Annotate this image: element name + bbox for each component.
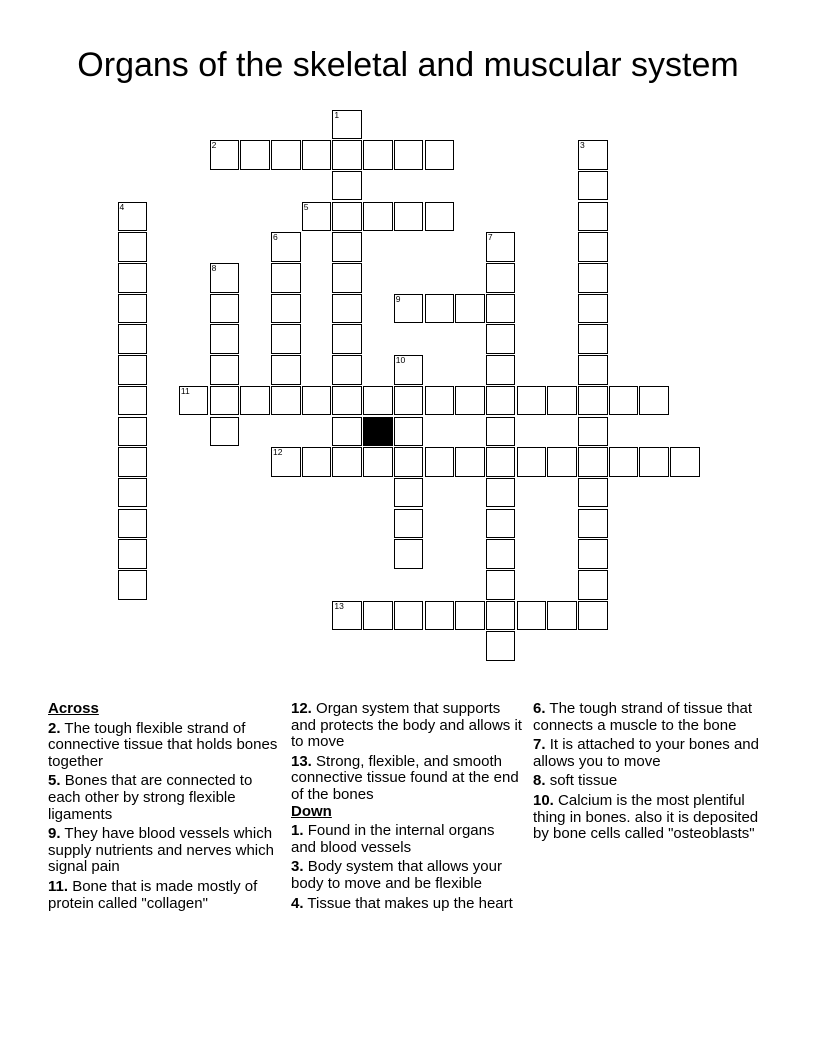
clue-text: The tough strand of tissue that connects a muscle to the bone	[533, 700, 753, 734]
clue-text: Body system that allows your body to move and be flexible	[291, 858, 502, 892]
crossword-cell[interactable]	[578, 140, 608, 170]
crossword-cell[interactable]	[425, 601, 455, 631]
crossword-cell[interactable]	[302, 202, 332, 232]
crossword-cell[interactable]	[425, 202, 455, 232]
crossword-cell[interactable]	[578, 570, 608, 600]
blocked-cell	[363, 417, 393, 447]
crossword-cell[interactable]	[455, 447, 485, 477]
crossword-cell[interactable]	[425, 140, 455, 170]
crossword-cell[interactable]	[363, 601, 393, 631]
crossword-cell[interactable]	[332, 447, 362, 477]
crossword-cell[interactable]	[517, 447, 547, 477]
clue-column-1	[48, 701, 280, 912]
crossword-cell[interactable]	[578, 447, 608, 477]
crossword-cell[interactable]	[486, 355, 516, 385]
crossword-cell[interactable]	[118, 232, 148, 262]
crossword-cell[interactable]	[332, 202, 362, 232]
crossword-cell[interactable]	[425, 294, 455, 324]
clue-number: 13.	[291, 752, 312, 770]
crossword-cell[interactable]	[332, 171, 362, 201]
cell-number: 2	[211, 140, 217, 151]
crossword-cell[interactable]	[486, 294, 516, 324]
crossword-cell[interactable]	[210, 140, 240, 170]
cell-number: 3	[580, 140, 585, 151]
crossword-cell[interactable]	[578, 539, 608, 569]
crossword-cell[interactable]	[455, 386, 485, 416]
clue-number: 11.	[48, 877, 69, 895]
cell-number: 13	[334, 600, 344, 611]
clue-text: The tough flexible strand of connective tissue that holds bones together	[48, 719, 278, 770]
crossword-cell[interactable]	[332, 110, 362, 140]
down-clue-3	[291, 859, 523, 892]
crossword-cell[interactable]	[394, 386, 424, 416]
clue-number: 4.	[291, 894, 304, 912]
down-clue-6	[533, 701, 773, 734]
cell-number: 11	[180, 385, 190, 396]
clue-number: 8.	[533, 772, 546, 790]
crossword-cell[interactable]	[670, 447, 700, 477]
crossword-cell[interactable]	[394, 539, 424, 569]
crossword-cell[interactable]	[210, 355, 240, 385]
crossword-cell[interactable]	[210, 324, 240, 354]
crossword-cell[interactable]	[332, 140, 362, 170]
crossword-cell[interactable]	[486, 386, 516, 416]
crossword-cell[interactable]	[578, 478, 608, 508]
crossword-cell[interactable]	[363, 140, 393, 170]
crossword-cell[interactable]	[118, 202, 148, 232]
crossword-cell[interactable]	[425, 447, 455, 477]
crossword-cell[interactable]	[578, 202, 608, 232]
crossword-cell[interactable]	[609, 447, 639, 477]
clue-text: Strong, flexible, and smooth connective tissue found at the end of the bones	[291, 752, 519, 803]
clue-number: 12.	[291, 700, 312, 717]
clue-text: It is attached to your bones and allows you to move	[533, 736, 759, 770]
clue-column-3	[533, 701, 773, 843]
crossword-cell[interactable]	[578, 171, 608, 201]
crossword-cell[interactable]	[486, 509, 516, 539]
crossword-cell[interactable]	[302, 140, 332, 170]
down-heading: Down	[291, 802, 332, 820]
crossword-cell[interactable]	[210, 294, 240, 324]
crossword-cell[interactable]	[394, 478, 424, 508]
crossword-cell[interactable]	[332, 263, 362, 293]
crossword-cell[interactable]	[271, 386, 301, 416]
cell-number: 1	[334, 109, 340, 120]
crossword-cell[interactable]	[210, 417, 240, 447]
crossword-cell[interactable]	[578, 417, 608, 447]
crossword-cell[interactable]	[332, 386, 362, 416]
clue-text: They have blood vessels which supply nutrients and nerves which signal pain	[48, 825, 274, 876]
crossword-cell[interactable]	[486, 324, 516, 354]
crossword-cell[interactable]	[118, 539, 148, 569]
down-clue-7	[533, 737, 773, 770]
crossword-cell[interactable]	[118, 478, 148, 508]
crossword-cell[interactable]	[302, 386, 332, 416]
crossword-cell[interactable]	[118, 447, 148, 477]
crossword-cell[interactable]	[210, 386, 240, 416]
down-clue-8	[533, 773, 773, 790]
crossword-cell[interactable]	[639, 386, 669, 416]
crossword-cell[interactable]	[394, 417, 424, 447]
crossword-cell[interactable]	[118, 386, 148, 416]
crossword-cell[interactable]	[486, 601, 516, 631]
crossword-cell[interactable]	[547, 386, 577, 416]
crossword-cell[interactable]	[486, 232, 516, 262]
clue-number: 5.	[48, 772, 61, 790]
crossword-cell[interactable]	[455, 294, 485, 324]
crossword-cell[interactable]	[578, 324, 608, 354]
cell-number: 4	[119, 201, 125, 212]
crossword-cell[interactable]	[486, 478, 516, 508]
crossword-cell[interactable]	[486, 263, 516, 293]
crossword-cell[interactable]	[210, 263, 240, 293]
clue-text: Bone that is made mostly of protein called "collagen"	[48, 877, 258, 912]
clue-text: Organ system that supports and protects the body and allows it to move	[291, 700, 522, 751]
crossword-cell[interactable]	[547, 601, 577, 631]
crossword-cell[interactable]	[578, 232, 608, 262]
crossword-cell[interactable]	[332, 417, 362, 447]
across-clue-13	[291, 754, 523, 804]
crossword-cell[interactable]	[332, 294, 362, 324]
crossword-cell[interactable]	[425, 386, 455, 416]
crossword-cell[interactable]	[394, 355, 424, 385]
crossword-cell[interactable]	[394, 447, 424, 477]
crossword-cell[interactable]	[271, 232, 301, 262]
clue-list	[0, 701, 816, 1001]
crossword-cell[interactable]	[578, 294, 608, 324]
crossword-cell[interactable]	[578, 386, 608, 416]
cell-number: 12	[273, 447, 283, 458]
clue-number: 3.	[291, 858, 304, 876]
cell-number: 10	[395, 355, 406, 366]
crossword-cell[interactable]	[578, 601, 608, 631]
crossword-cell[interactable]	[332, 324, 362, 354]
crossword-cell[interactable]	[332, 355, 362, 385]
crossword-cell[interactable]	[179, 386, 209, 416]
crossword-cell[interactable]	[332, 232, 362, 262]
cell-number: 9	[395, 293, 401, 304]
crossword-cell[interactable]	[517, 601, 547, 631]
crossword-cell[interactable]	[578, 509, 608, 539]
across-clue-5	[48, 773, 280, 823]
down-clue-10	[533, 793, 773, 843]
clue-number: 1.	[291, 822, 304, 840]
crossword-cell[interactable]	[486, 631, 516, 661]
crossword-cell[interactable]	[271, 355, 301, 385]
crossword-cell[interactable]	[363, 386, 393, 416]
crossword-cell[interactable]	[486, 570, 516, 600]
clue-number: 2.	[48, 719, 61, 737]
clue-number: 7.	[533, 736, 546, 754]
crossword-cell[interactable]	[547, 447, 577, 477]
crossword-cell[interactable]	[332, 601, 362, 631]
clue-text: Found in the internal organs and blood vessels	[291, 822, 495, 856]
cell-number: 6	[273, 232, 278, 243]
crossword-cell[interactable]	[394, 202, 424, 232]
crossword-cell[interactable]	[240, 386, 270, 416]
cell-number: 7	[487, 232, 493, 243]
clue-number: 9.	[48, 825, 61, 843]
crossword-cell[interactable]	[517, 386, 547, 416]
crossword-cell[interactable]	[394, 140, 424, 170]
crossword-cell[interactable]	[118, 324, 148, 354]
clue-column-2	[291, 701, 523, 912]
crossword-cell[interactable]	[486, 417, 516, 447]
down-clue-4	[291, 896, 523, 913]
cell-number: 8	[211, 263, 217, 273]
crossword-cell[interactable]	[609, 386, 639, 416]
crossword-cell[interactable]	[271, 324, 301, 354]
crossword-cell[interactable]	[639, 447, 669, 477]
crossword-cell[interactable]	[118, 570, 148, 600]
crossword-cell[interactable]	[118, 417, 148, 447]
crossword-cell[interactable]	[363, 202, 393, 232]
clue-text: Tissue that makes up the heart	[307, 894, 513, 912]
across-clue-2	[48, 721, 280, 771]
crossword-cell[interactable]	[271, 447, 301, 477]
crossword-cell[interactable]	[118, 355, 148, 385]
cell-number: 5	[303, 201, 309, 212]
clue-text: Bones that are connected to each other by strong flexible ligaments	[48, 772, 253, 823]
crossword-cell[interactable]	[118, 263, 148, 293]
crossword-cell[interactable]	[486, 539, 516, 569]
page-title: Organs of the skeletal and muscular system	[77, 46, 739, 84]
crossword-cell[interactable]	[455, 601, 485, 631]
crossword-cell[interactable]	[394, 509, 424, 539]
crossword-cell[interactable]	[578, 263, 608, 293]
across-clue-9	[48, 826, 280, 876]
crossword-cell[interactable]	[486, 447, 516, 477]
across-clue-12	[291, 701, 523, 751]
crossword-cell[interactable]	[394, 601, 424, 631]
crossword-cell[interactable]	[363, 447, 393, 477]
crossword-cell[interactable]	[394, 294, 424, 324]
crossword-cell[interactable]	[271, 140, 301, 170]
crossword-cell[interactable]	[578, 355, 608, 385]
crossword-cell[interactable]	[118, 294, 148, 324]
clue-number: 6.	[533, 700, 546, 717]
crossword-cell[interactable]	[271, 263, 301, 293]
across-clue-11	[48, 879, 280, 912]
clue-number: 10.	[533, 791, 554, 809]
clue-text: soft tissue	[549, 772, 618, 790]
down-clue-1	[291, 823, 523, 856]
crossword-cell[interactable]	[302, 447, 332, 477]
crossword-cell[interactable]	[271, 294, 301, 324]
clue-text: Calcium is the most plentiful thing in bones. also it is deposited by bone cells called "osteoblasts"	[533, 791, 759, 843]
across-heading: Across	[48, 700, 99, 717]
crossword-cell[interactable]	[118, 509, 148, 539]
crossword-cell[interactable]	[240, 140, 270, 170]
